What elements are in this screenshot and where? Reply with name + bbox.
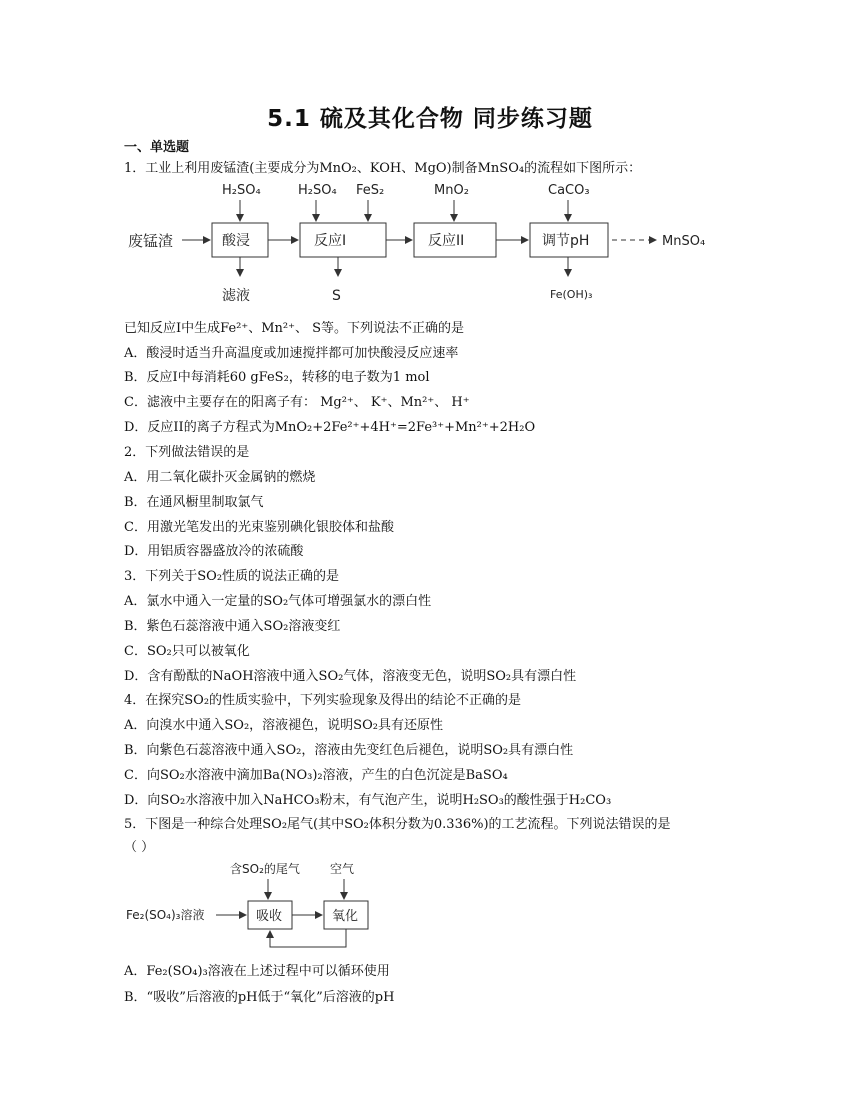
q2-option-b: B．在通风橱里制取氯气 — [124, 495, 264, 510]
q3-option-c: C．SO₂只可以被氧化 — [124, 644, 250, 659]
q1-stem: 1．工业上利用废锰渣(主要成分为MnO₂、KOH、MgO)制备MnSO₄的流程如下图所示： — [124, 161, 642, 176]
flow-in4-label: CaCO₃ — [548, 183, 590, 198]
q3-option-d: D．含有酚酞的NaOH溶液中通入SO₂气体，溶液变无色，说明SO₂具有漂白性 — [124, 669, 577, 684]
q5-flow-diagram — [120, 855, 400, 955]
q2-stem: 2．下列做法错误的是 — [124, 445, 250, 460]
q3-option-b: B．紫色石蕊溶液中通入SO₂溶液变红 — [124, 619, 341, 634]
q2-option-d: D．用铝质容器盛放冷的浓硫酸 — [124, 544, 304, 559]
q4-option-c: C．向SO₂水溶液中滴加Ba(NO₃)₂溶液，产生的白色沉淀是BaSO₄ — [124, 768, 508, 783]
q5-option-a: A．Fe₂(SO₄)₃溶液在上述过程中可以循环使用 — [124, 964, 390, 979]
q1-note: 已知反应I中生成Fe²⁺、Mn²⁺、 S等。下列说法不正确的是 — [124, 321, 465, 336]
q5-paren: （ ） — [124, 840, 155, 855]
q4-option-a: A．向溴水中通入SO₂，溶液褪色，说明SO₂具有还原性 — [124, 718, 443, 733]
q1-option-a: A．酸浸时适当升高温度或加速搅拌都可加快酸浸反应速率 — [124, 346, 459, 361]
q3-option-a: A．氯水中通入一定量的SO₂气体可增强氯水的漂白性 — [124, 594, 432, 609]
q3-stem: 3．下列关于SO₂性质的说法正确的是 — [124, 569, 340, 584]
flow2-top1-label: 含SO₂的尾气 — [230, 862, 300, 876]
section-heading: 一、单选题 — [124, 140, 190, 155]
flow-in2a-label: H₂SO₄ — [298, 183, 337, 198]
q5-option-b: B．“吸收”后溶液的pH低于“氧化”后溶液的pH — [124, 990, 395, 1005]
q4-option-d: D．向SO₂水溶液中加入NaHCO₃粉末，有气泡产生，说明H₂SO₃的酸性强于H₂CO₃ — [124, 793, 612, 808]
q1-option-b: B．反应I中每消耗60 gFeS₂，转移的电子数为1 mol — [124, 370, 430, 385]
q1-option-d: D．反应II的离子方程式为MnO₂+2Fe²⁺+4H⁺=2Fe³⁺+Mn²⁺+2H₂O — [124, 420, 536, 435]
flow-out1-label: 滤液 — [222, 288, 250, 304]
flow2-box1-label: 吸收 — [256, 909, 283, 924]
flow-box1-label: 酸浸 — [222, 233, 250, 249]
flow-box4-label: 调节pH — [542, 233, 590, 249]
q1-option-c: C．滤液中主要存在的阳离子有： Mg²⁺、 K⁺、Mn²⁺、 H⁺ — [124, 395, 470, 410]
flow2-left-label: Fe₂(SO₄)₃溶液 — [126, 908, 205, 922]
q1-flow-diagram — [118, 178, 718, 306]
flow2-box2-label: 氧化 — [332, 909, 359, 924]
q5-stem: 5．下图是一种综合处理SO₂尾气(其中SO₂体积分数为0.336%)的工艺流程。下列说法错误的是 — [124, 817, 671, 832]
flow2-top2-label: 空气 — [330, 862, 355, 876]
flow-in3-label: MnO₂ — [434, 183, 469, 198]
flow-out2-label: S — [332, 288, 341, 304]
flow-out4-label: Fe(OH)₃ — [550, 288, 593, 301]
flow-end-label: MnSO₄ — [662, 234, 706, 249]
flow-in2b-label: FeS₂ — [356, 183, 385, 198]
flow-start-label: 废锰渣 — [128, 232, 174, 250]
flow-box3-label: 反应II — [428, 233, 465, 249]
q4-option-b: B．向紫色石蕊溶液中通入SO₂，溶液由先变红色后褪色，说明SO₂具有漂白性 — [124, 743, 574, 758]
page-title: 5.1 硫及其化合物 同步练习题 — [267, 106, 593, 132]
q4-stem: 4．在探究SO₂的性质实验中，下列实验现象及得出的结论不正确的是 — [124, 693, 522, 708]
flow-box2-label: 反应I — [314, 233, 347, 249]
q2-option-a: A．用二氧化碳扑灭金属钠的燃烧 — [124, 470, 316, 485]
flow-in1-label: H₂SO₄ — [222, 183, 261, 198]
q2-option-c: C．用激光笔发出的光束鉴别碘化银胶体和盐酸 — [124, 520, 394, 535]
